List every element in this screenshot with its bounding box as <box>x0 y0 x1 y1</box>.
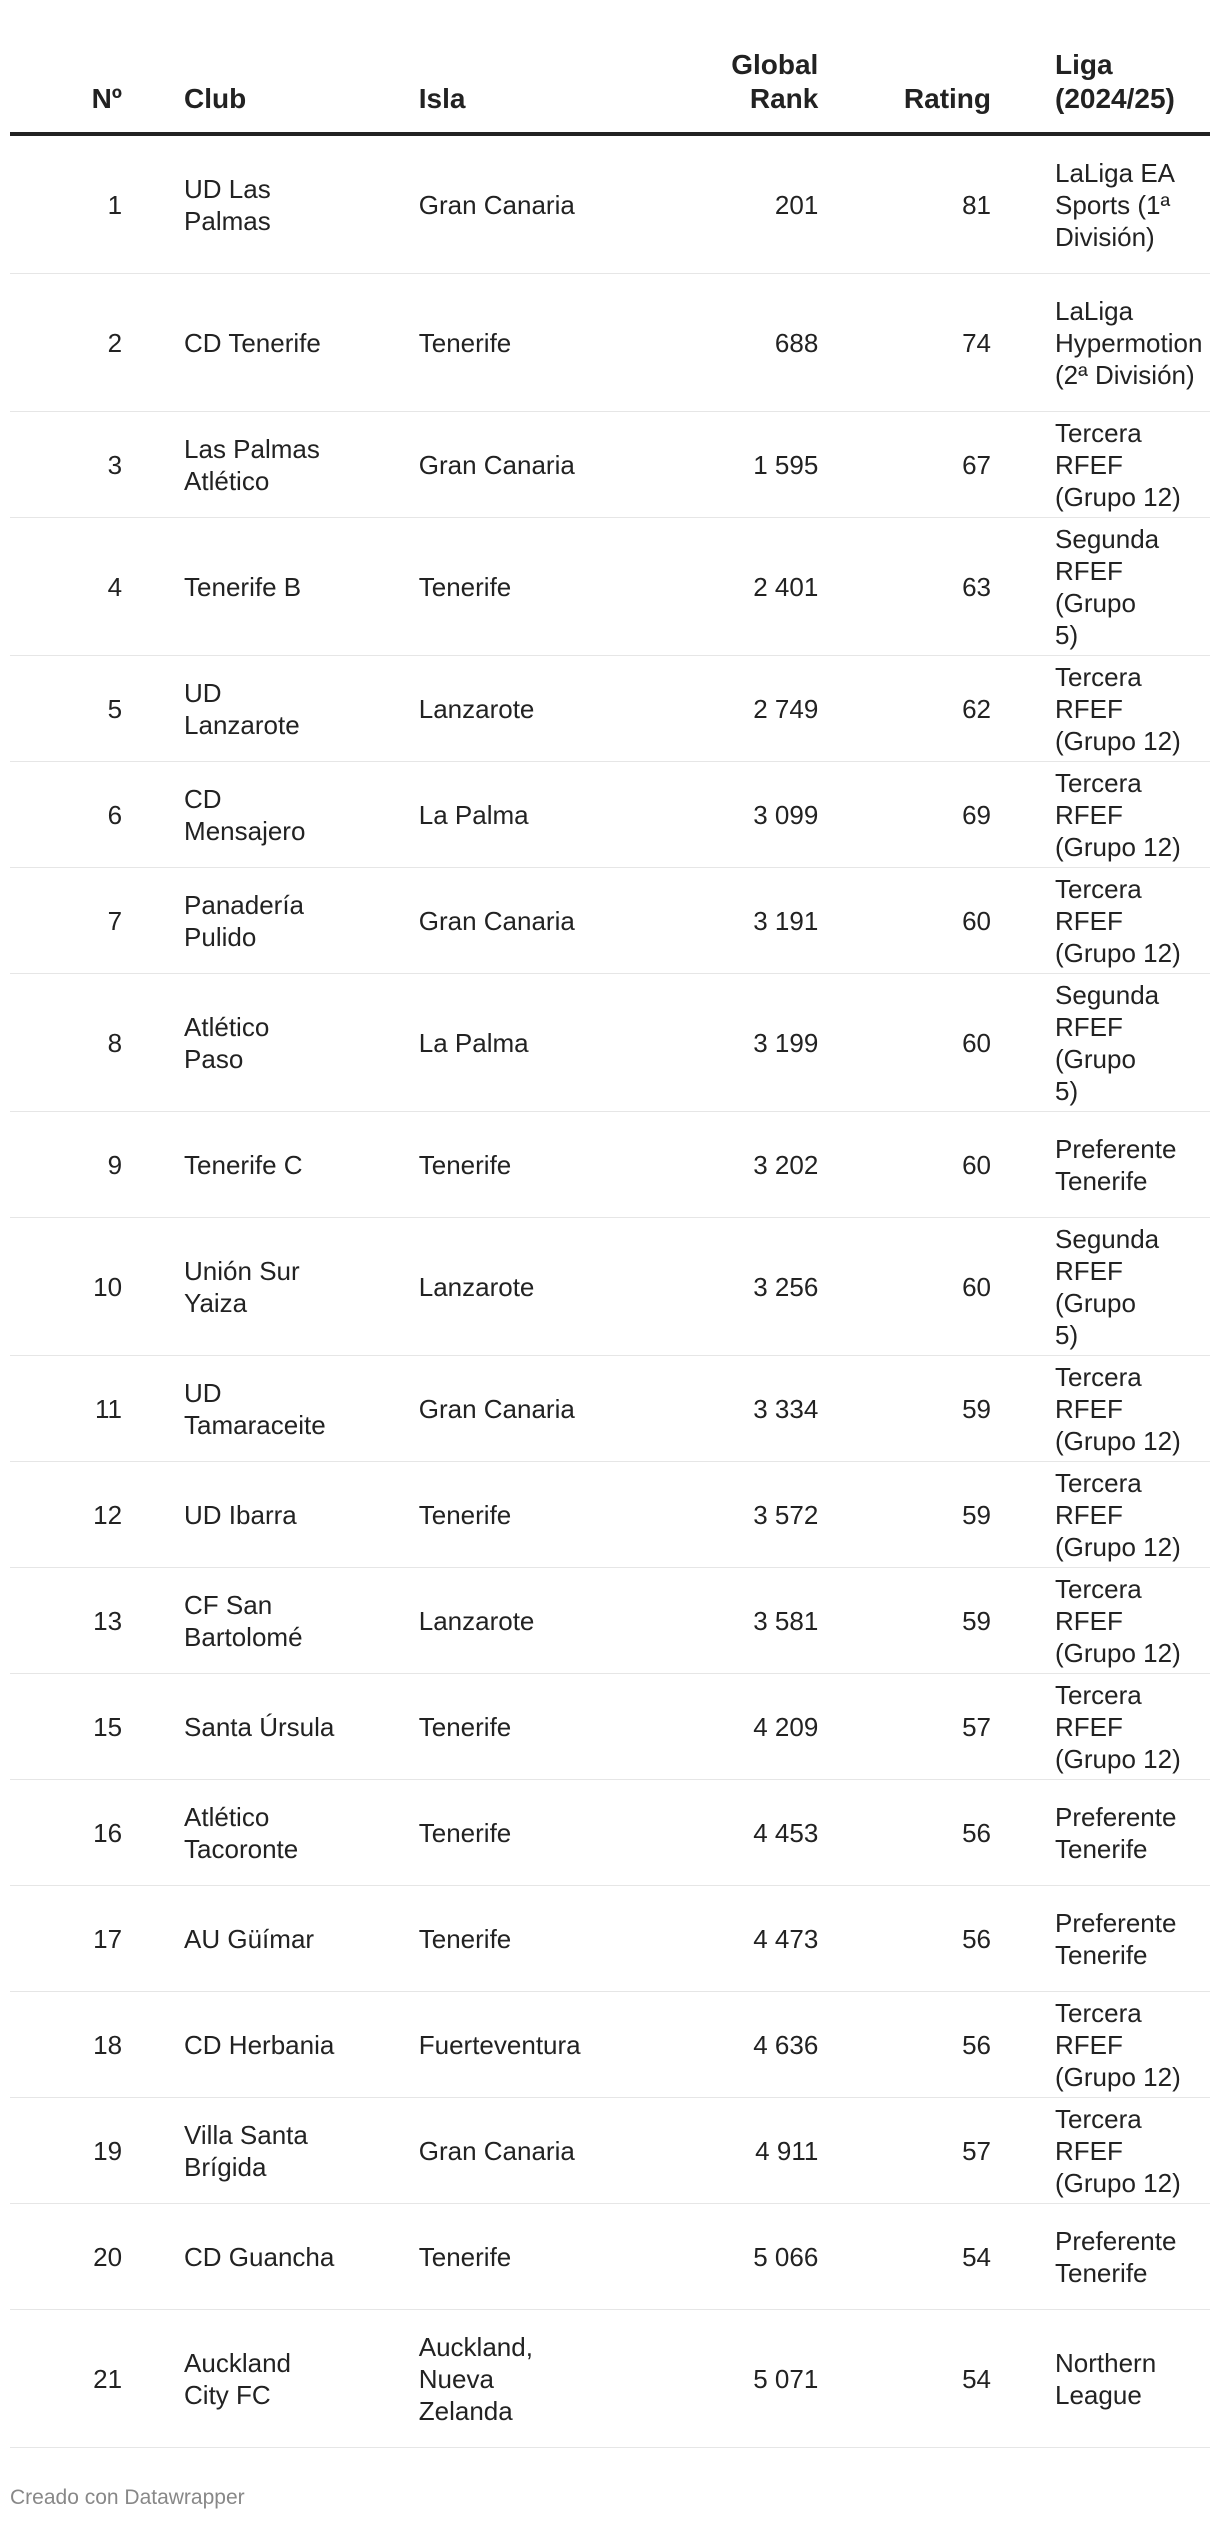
cell-number: 16 <box>93 1817 123 1848</box>
table-row <box>10 1112 1210 1218</box>
cell-liga-line: (Grupo 12) <box>1055 725 1181 756</box>
cell-isla-line: Lanzarote <box>418 1605 535 1636</box>
header-rating[interactable]: Rating <box>903 83 992 114</box>
cell-isla-line: Zelanda <box>418 2395 513 2426</box>
table-header <box>10 40 1210 136</box>
cell-club <box>122 173 399 237</box>
cell-liga <box>991 979 1210 1107</box>
cell-number: 10 <box>93 1271 123 1302</box>
cell-rating: 59 <box>962 1393 992 1424</box>
cell-liga-line: (2ª División) <box>1055 359 1195 390</box>
cell-club-line: Tamaraceite <box>184 1409 326 1440</box>
cell-liga-line: Preferente <box>1055 1133 1177 1164</box>
cell-liga <box>991 2347 1210 2411</box>
cell-rating: 62 <box>962 693 992 724</box>
cell-isla <box>399 2241 615 2273</box>
cell-club-line: UD Las <box>184 173 271 204</box>
cell-global-rank: 3 099 <box>753 799 819 830</box>
cell-number: 1 <box>107 189 123 220</box>
cell-club-line: Tenerife C <box>184 1149 303 1180</box>
cell-isla-line: Gran Canaria <box>418 1393 575 1424</box>
cell-isla-line: Lanzarote <box>418 1271 535 1302</box>
cell-club-line: CD Guancha <box>184 2241 335 2272</box>
cell-liga-line: Tenerife <box>1055 1833 1148 1864</box>
cell-club-line: CD <box>184 783 222 814</box>
cell-rating: 81 <box>962 189 992 220</box>
cell-club-line: Villa Santa <box>184 2119 308 2150</box>
table-row <box>10 1674 1210 1780</box>
cell-isla-line: Tenerife <box>418 2241 512 2272</box>
cell-liga-line: Tercera RFEF <box>1055 2103 1142 2166</box>
cell-liga-line: División) <box>1055 221 1155 252</box>
cell-isla <box>399 693 615 725</box>
cell-global-rank: 3 581 <box>753 1605 819 1636</box>
cell-club <box>122 327 399 359</box>
cell-liga-line: 5) <box>1055 1075 1079 1106</box>
cell-club <box>122 889 399 953</box>
cell-number: 2 <box>107 327 123 358</box>
cell-club-line: Atlético <box>184 1801 270 1832</box>
table-row <box>10 2310 1210 2448</box>
cell-rating: 69 <box>962 799 992 830</box>
cell-club-line: Pulido <box>184 921 257 952</box>
table-row <box>10 2098 1210 2204</box>
cell-isla-line: Tenerife <box>418 571 512 602</box>
cell-liga <box>991 1133 1210 1197</box>
cell-global-rank: 5 066 <box>753 2241 819 2272</box>
cell-isla <box>399 571 615 603</box>
table-row <box>10 1356 1210 1462</box>
table-row <box>10 2204 1210 2310</box>
table-row <box>10 1780 1210 1886</box>
cell-club-line: Lanzarote <box>184 709 300 740</box>
cell-liga <box>991 417 1210 513</box>
cell-liga <box>991 523 1210 651</box>
cell-club-line: CF San <box>184 1589 273 1620</box>
cell-rating: 57 <box>962 1711 992 1742</box>
table-row <box>10 868 1210 974</box>
cell-club <box>122 2347 399 2411</box>
cell-club <box>122 1499 399 1531</box>
header-global-rank[interactable] <box>615 48 819 116</box>
cell-liga-line: Tercera RFEF <box>1055 1997 1142 2060</box>
cell-rating: 54 <box>962 2363 992 2394</box>
cell-club <box>122 1377 399 1441</box>
cell-number: 21 <box>93 2363 123 2394</box>
cell-liga-line: Preferente <box>1055 1801 1177 1832</box>
cell-liga-line: Tenerife <box>1055 1165 1148 1196</box>
cell-rating: 60 <box>962 1271 992 1302</box>
cell-isla-line: Gran Canaria <box>418 449 575 480</box>
cell-liga-line: LaLiga EA <box>1055 157 1175 188</box>
cell-liga-line: Segunda <box>1055 523 1160 554</box>
cell-isla <box>399 905 615 937</box>
cell-isla-line: Tenerife <box>418 1149 512 1180</box>
cell-liga-line: (Grupo 12) <box>1055 2061 1181 2092</box>
cell-isla-line: Tenerife <box>418 1711 512 1742</box>
cell-club-line: Unión Sur <box>184 1255 300 1286</box>
cell-number: 20 <box>93 2241 123 2272</box>
cell-club <box>122 783 399 847</box>
cell-global-rank: 3 202 <box>753 1149 819 1180</box>
cell-isla <box>399 1393 615 1425</box>
cell-rating: 60 <box>962 1149 992 1180</box>
cell-rating: 63 <box>962 571 992 602</box>
cell-club-line: City FC <box>184 2379 271 2410</box>
cell-club <box>122 433 399 497</box>
cell-liga-line: RFEF (Grupo <box>1055 1255 1136 1318</box>
cell-liga-line: (Grupo 12) <box>1055 831 1181 862</box>
cell-liga-line: (Grupo 12) <box>1055 481 1181 512</box>
cell-global-rank: 4 453 <box>753 1817 819 1848</box>
cell-club-line: Palmas <box>184 205 271 236</box>
cell-number: 12 <box>93 1499 123 1530</box>
cell-isla <box>399 1711 615 1743</box>
table-row <box>10 274 1210 412</box>
cell-club-line: Atlético <box>184 1011 270 1042</box>
cell-liga <box>991 767 1210 863</box>
cell-isla <box>399 1923 615 1955</box>
cell-global-rank: 201 <box>774 189 819 220</box>
cell-isla-line: Gran Canaria <box>418 189 575 220</box>
cell-liga <box>991 661 1210 757</box>
cell-liga <box>991 2225 1210 2289</box>
cell-club-line: UD <box>184 677 222 708</box>
cell-isla-line: La Palma <box>418 799 529 830</box>
cell-global-rank: 3 191 <box>753 905 819 936</box>
cell-isla <box>399 1027 615 1059</box>
cell-club <box>122 1149 399 1181</box>
cell-isla-line: Fuerteventura <box>418 2029 581 2060</box>
cell-liga-line: 5) <box>1055 619 1079 650</box>
cell-liga-line: Tercera RFEF <box>1055 873 1142 936</box>
cell-isla <box>399 799 615 831</box>
table-row <box>10 762 1210 868</box>
cell-liga-line: Tenerife <box>1055 2257 1148 2288</box>
cell-isla-line: Tenerife <box>418 1499 512 1530</box>
table-row <box>10 1886 1210 1992</box>
cell-isla-line: Tenerife <box>418 1817 512 1848</box>
cell-isla <box>399 189 615 221</box>
cell-club-line: Atlético <box>184 465 270 496</box>
cell-liga-line: Tercera RFEF <box>1055 767 1142 830</box>
cell-club <box>122 1011 399 1075</box>
cell-liga-line: LaLiga <box>1055 295 1134 326</box>
cell-club-line: Tacoronte <box>184 1833 299 1864</box>
cell-global-rank: 688 <box>774 327 819 358</box>
table-row <box>10 518 1210 656</box>
cell-number: 17 <box>93 1923 123 1954</box>
header-club[interactable]: Club <box>184 83 247 114</box>
cell-liga <box>991 1679 1210 1775</box>
table-row <box>10 412 1210 518</box>
footer-credit[interactable]: Creado con Datawrapper <box>10 2486 245 2509</box>
cell-rating: 54 <box>962 2241 992 2272</box>
cell-liga <box>991 1467 1210 1563</box>
cell-number: 7 <box>107 905 123 936</box>
cell-liga-line: Tercera RFEF <box>1055 1361 1142 1424</box>
cell-liga-line: Tercera RFEF <box>1055 1467 1142 1530</box>
cell-number: 11 <box>95 1393 123 1424</box>
cell-isla <box>399 1499 615 1531</box>
cell-club-line: CD Herbania <box>184 2029 335 2060</box>
cell-liga-line: Northern <box>1055 2347 1157 2378</box>
cell-isla <box>399 2331 615 2427</box>
cell-isla-line: Gran Canaria <box>418 905 575 936</box>
cell-rating: 59 <box>962 1499 992 1530</box>
cell-liga-line: Tercera RFEF <box>1055 1573 1142 1636</box>
cell-number: 13 <box>93 1605 123 1636</box>
cell-club-line: CD Tenerife <box>184 327 321 358</box>
cell-club <box>122 677 399 741</box>
cell-club-line: Brígida <box>184 2151 267 2182</box>
cell-liga <box>991 1573 1210 1669</box>
cell-liga-line: (Grupo 12) <box>1055 1425 1181 1456</box>
cell-club <box>122 2119 399 2183</box>
cell-club-line: Yaiza <box>184 1287 248 1318</box>
cell-liga <box>991 1997 1210 2093</box>
cell-liga-line: RFEF (Grupo <box>1055 1011 1136 1074</box>
cell-liga <box>991 1361 1210 1457</box>
cell-club <box>122 1711 399 1743</box>
cell-rating: 57 <box>962 2135 992 2166</box>
table-body <box>10 136 1210 2448</box>
cell-rating: 56 <box>962 1817 992 1848</box>
cell-isla <box>399 2135 615 2167</box>
cell-isla <box>399 1817 615 1849</box>
cell-liga-line: Segunda <box>1055 979 1160 1010</box>
cell-global-rank: 3 199 <box>753 1027 819 1058</box>
cell-number: 3 <box>107 449 123 480</box>
cell-liga <box>991 157 1210 253</box>
cell-liga-line: Preferente <box>1055 1907 1177 1938</box>
cell-liga-line: RFEF (Grupo <box>1055 555 1136 618</box>
cell-club-line: Paso <box>184 1043 244 1074</box>
cell-global-rank: 3 572 <box>753 1499 819 1530</box>
cell-club <box>122 1589 399 1653</box>
cell-global-rank: 1 595 <box>753 449 819 480</box>
cell-number: 18 <box>93 2029 123 2060</box>
cell-rating: 74 <box>962 327 992 358</box>
cell-club-line: Panadería <box>184 889 305 920</box>
cell-club-line: UD <box>184 1377 222 1408</box>
cell-liga <box>991 1223 1210 1351</box>
header-isla[interactable]: Isla <box>418 83 466 114</box>
cell-number: 8 <box>107 1027 123 1058</box>
cell-club-line: Tenerife B <box>184 571 302 602</box>
cell-isla <box>399 449 615 481</box>
cell-isla <box>399 2029 615 2061</box>
cell-isla-line: Gran Canaria <box>418 2135 575 2166</box>
cell-isla-line: Tenerife <box>418 1923 512 1954</box>
cell-liga <box>991 873 1210 969</box>
cell-club-line: UD Ibarra <box>184 1499 297 1530</box>
table-row <box>10 1218 1210 1356</box>
cell-club-line: Santa Úrsula <box>184 1711 335 1742</box>
cell-isla <box>399 327 615 359</box>
clubs-table <box>10 40 1210 2448</box>
cell-club-line: Bartolomé <box>184 1621 303 1652</box>
cell-club-line: AU Güímar <box>184 1923 315 1954</box>
cell-number: 6 <box>107 799 123 830</box>
cell-club <box>122 1801 399 1865</box>
cell-club <box>122 2029 399 2061</box>
cell-rating: 56 <box>962 1923 992 1954</box>
cell-global-rank: 3 334 <box>753 1393 819 1424</box>
cell-isla-line: Lanzarote <box>418 693 535 724</box>
cell-liga <box>991 1907 1210 1971</box>
table-row <box>10 974 1210 1112</box>
header-liga-line2: (2024/25) <box>1055 83 1175 114</box>
cell-liga-line: Preferente <box>1055 2225 1177 2256</box>
cell-global-rank: 2 401 <box>753 571 819 602</box>
header-global-rank-line2: Rank <box>749 83 819 114</box>
cell-global-rank: 4 911 <box>755 2135 819 2166</box>
cell-liga-line: (Grupo 12) <box>1055 1637 1181 1668</box>
cell-liga <box>991 295 1210 391</box>
table-row <box>10 1992 1210 2098</box>
cell-liga-line: (Grupo 12) <box>1055 1531 1181 1562</box>
cell-liga-line: Sports (1ª <box>1055 189 1171 220</box>
cell-club-line: Auckland <box>184 2347 291 2378</box>
cell-rating: 60 <box>962 1027 992 1058</box>
header-n[interactable]: Nº <box>91 83 123 114</box>
cell-club-line: Mensajero <box>184 815 306 846</box>
table-row <box>10 1568 1210 1674</box>
cell-rating: 59 <box>962 1605 992 1636</box>
cell-isla <box>399 1149 615 1181</box>
cell-club-line: Las Palmas <box>184 433 320 464</box>
cell-isla-line: Auckland, <box>418 2331 533 2362</box>
cell-number: 4 <box>107 571 123 602</box>
cell-liga-line: Tercera RFEF <box>1055 1679 1142 1742</box>
cell-liga-line: Tercera RFEF <box>1055 417 1142 480</box>
cell-rating: 67 <box>962 449 992 480</box>
cell-club <box>122 571 399 603</box>
cell-liga-line: Tenerife <box>1055 1939 1148 1970</box>
cell-club <box>122 2241 399 2273</box>
cell-global-rank: 5 071 <box>753 2363 819 2394</box>
cell-global-rank: 4 209 <box>753 1711 819 1742</box>
cell-number: 15 <box>93 1711 123 1742</box>
table-row <box>10 136 1210 274</box>
cell-isla-line: Nueva <box>418 2363 494 2394</box>
cell-isla <box>399 1271 615 1303</box>
cell-club <box>122 1255 399 1319</box>
cell-liga-line: Hypermotion <box>1055 327 1203 358</box>
cell-liga-line: (Grupo 12) <box>1055 937 1181 968</box>
cell-rating: 60 <box>962 905 992 936</box>
header-liga-line1: Liga <box>1055 49 1113 80</box>
cell-liga <box>991 2103 1210 2199</box>
cell-liga-line: 5) <box>1055 1319 1079 1350</box>
cell-liga <box>991 1801 1210 1865</box>
table-row <box>10 1462 1210 1568</box>
cell-global-rank: 4 473 <box>753 1923 819 1954</box>
cell-isla-line: La Palma <box>418 1027 529 1058</box>
cell-global-rank: 2 749 <box>753 693 819 724</box>
cell-global-rank: 4 636 <box>753 2029 819 2060</box>
cell-isla-line: Tenerife <box>418 327 512 358</box>
cell-rating: 56 <box>962 2029 992 2060</box>
cell-liga-line: (Grupo 12) <box>1055 1743 1181 1774</box>
cell-liga-line: Tercera RFEF <box>1055 661 1142 724</box>
cell-number: 9 <box>107 1149 123 1180</box>
header-liga[interactable] <box>991 48 1210 116</box>
header-global-rank-line1: Global <box>731 49 819 80</box>
cell-isla <box>399 1605 615 1637</box>
cell-number: 5 <box>107 693 123 724</box>
cell-liga-line: League <box>1055 2379 1142 2410</box>
cell-liga-line: (Grupo 12) <box>1055 2167 1181 2198</box>
cell-liga-line: Segunda <box>1055 1223 1160 1254</box>
table-row <box>10 656 1210 762</box>
cell-global-rank: 3 256 <box>753 1271 819 1302</box>
cell-club <box>122 1923 399 1955</box>
cell-number: 19 <box>93 2135 123 2166</box>
